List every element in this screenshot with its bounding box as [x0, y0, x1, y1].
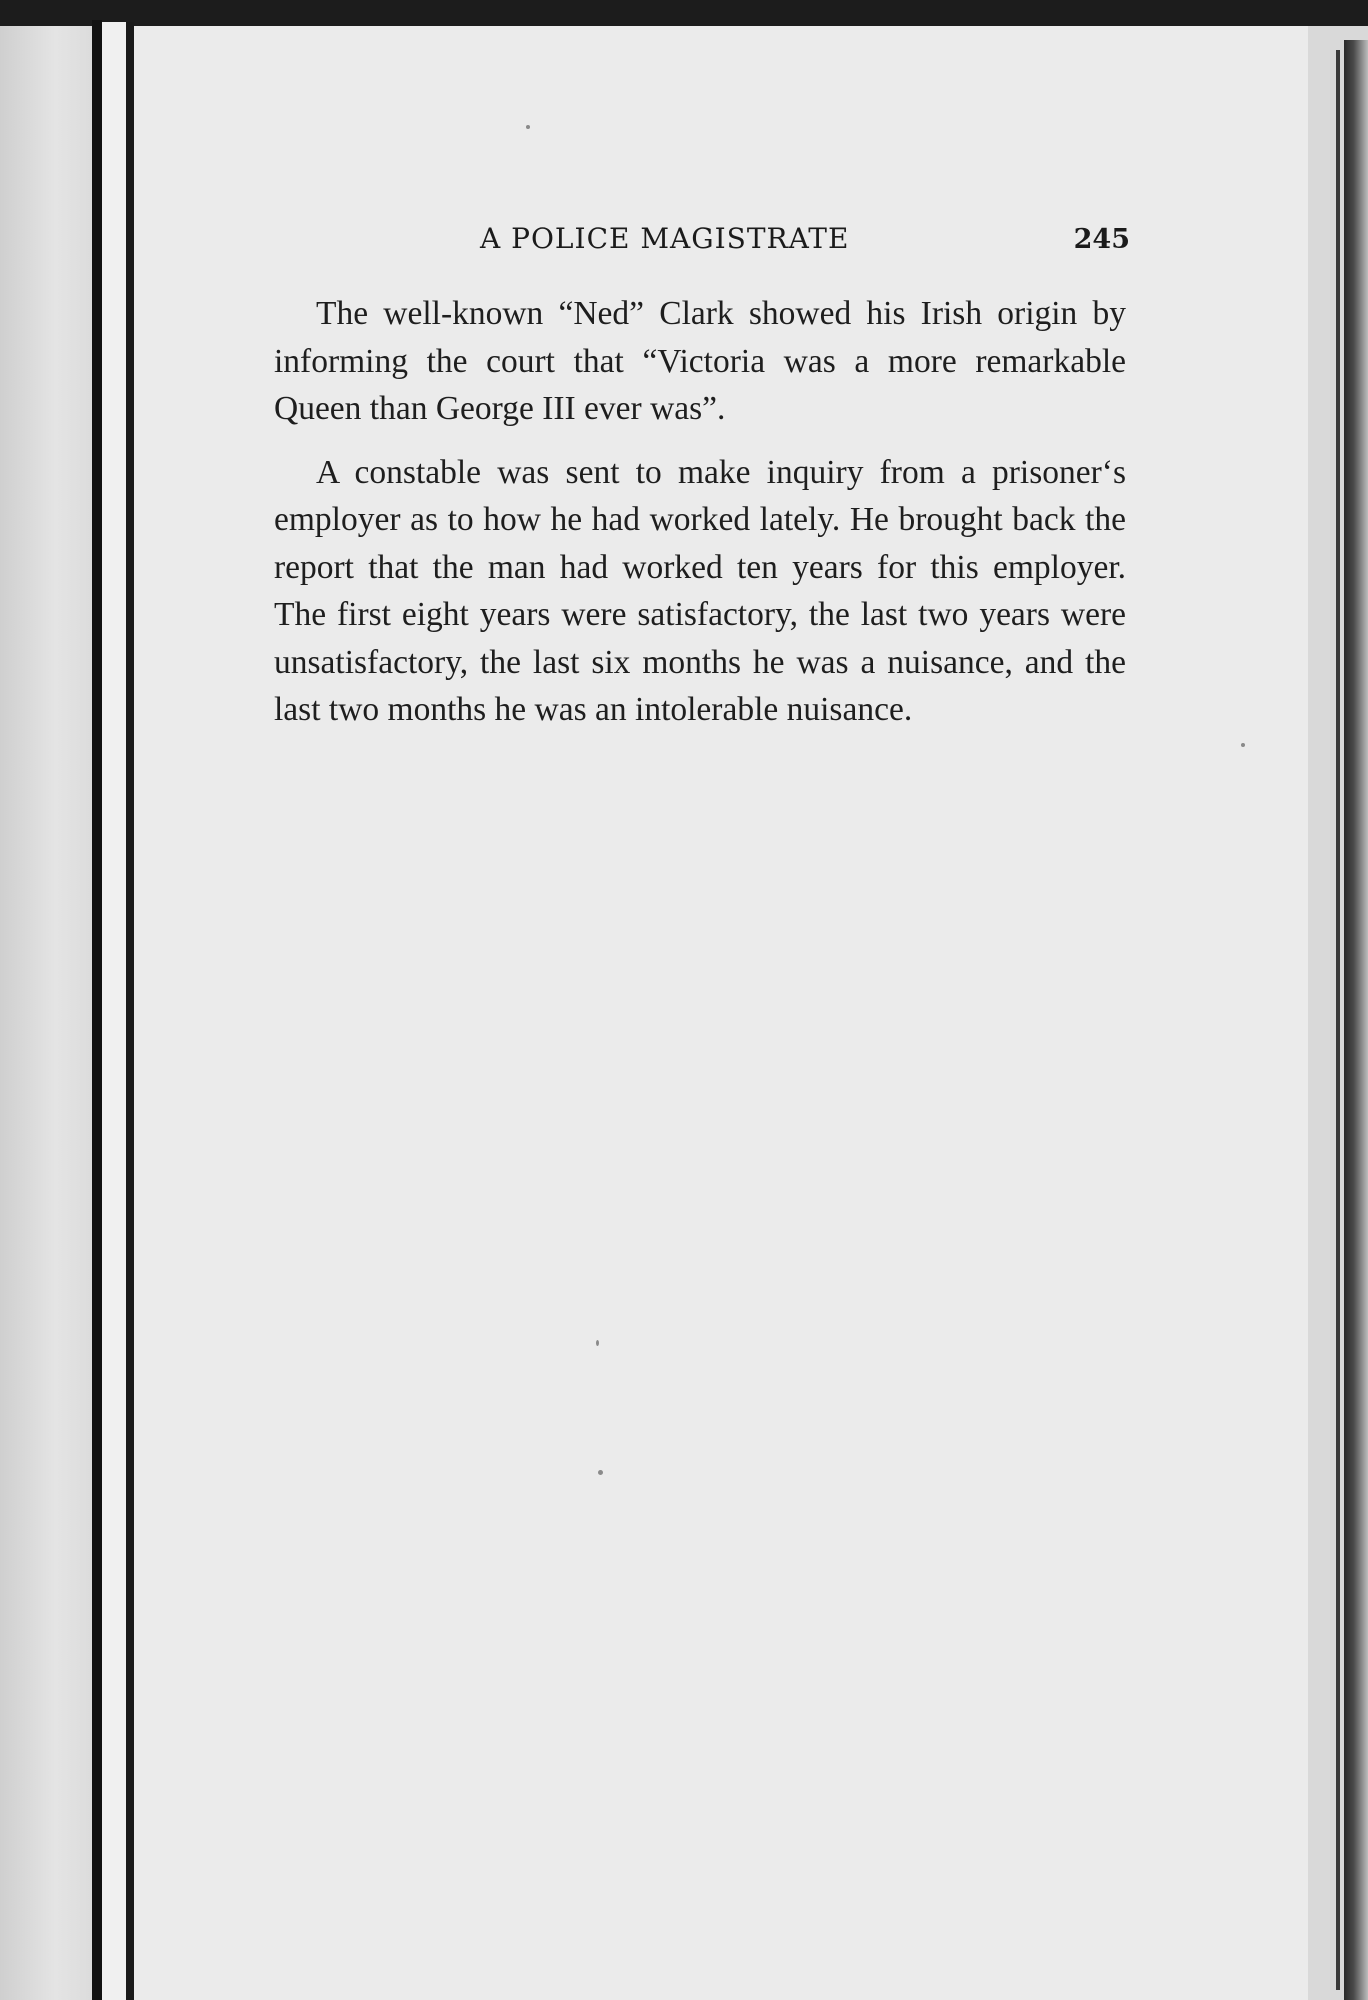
- running-header: [480, 222, 1130, 262]
- adjacent-page-edge: [0, 0, 92, 2000]
- gutter-space: [102, 22, 126, 2000]
- paper-speck: [1241, 743, 1245, 747]
- page-binding-edge: [126, 22, 134, 2000]
- scan-top-border: [0, 0, 1368, 26]
- gutter-shadow: [92, 20, 102, 2000]
- paper-speck: [598, 1470, 603, 1475]
- right-page-edge: [1344, 40, 1368, 2000]
- page-number: 245: [1073, 224, 1130, 255]
- body-text: [274, 290, 1126, 750]
- paragraph: The well-known “Ned” Clark showed his Irish origin by informing the court that “Victoria was a more remarkable Queen than George III ever was”.: [274, 295, 1126, 427]
- paper-speck: [526, 125, 530, 129]
- paper-speck: [596, 1340, 599, 1346]
- running-title: A POLICE MAGISTRATE: [480, 222, 850, 255]
- right-page-edge-line: [1336, 50, 1340, 1990]
- paragraph: A constable was sent to make inquiry from a prisoner‘s employer as to how he had worked lately. He brought back the report that the man had worked ten years for this employer. The first eight years were satisfactory, the last two years were unsatisfactory, the last six months he was a nuisance, and the last two months he was an intolerable nuisance.: [274, 453, 1126, 728]
